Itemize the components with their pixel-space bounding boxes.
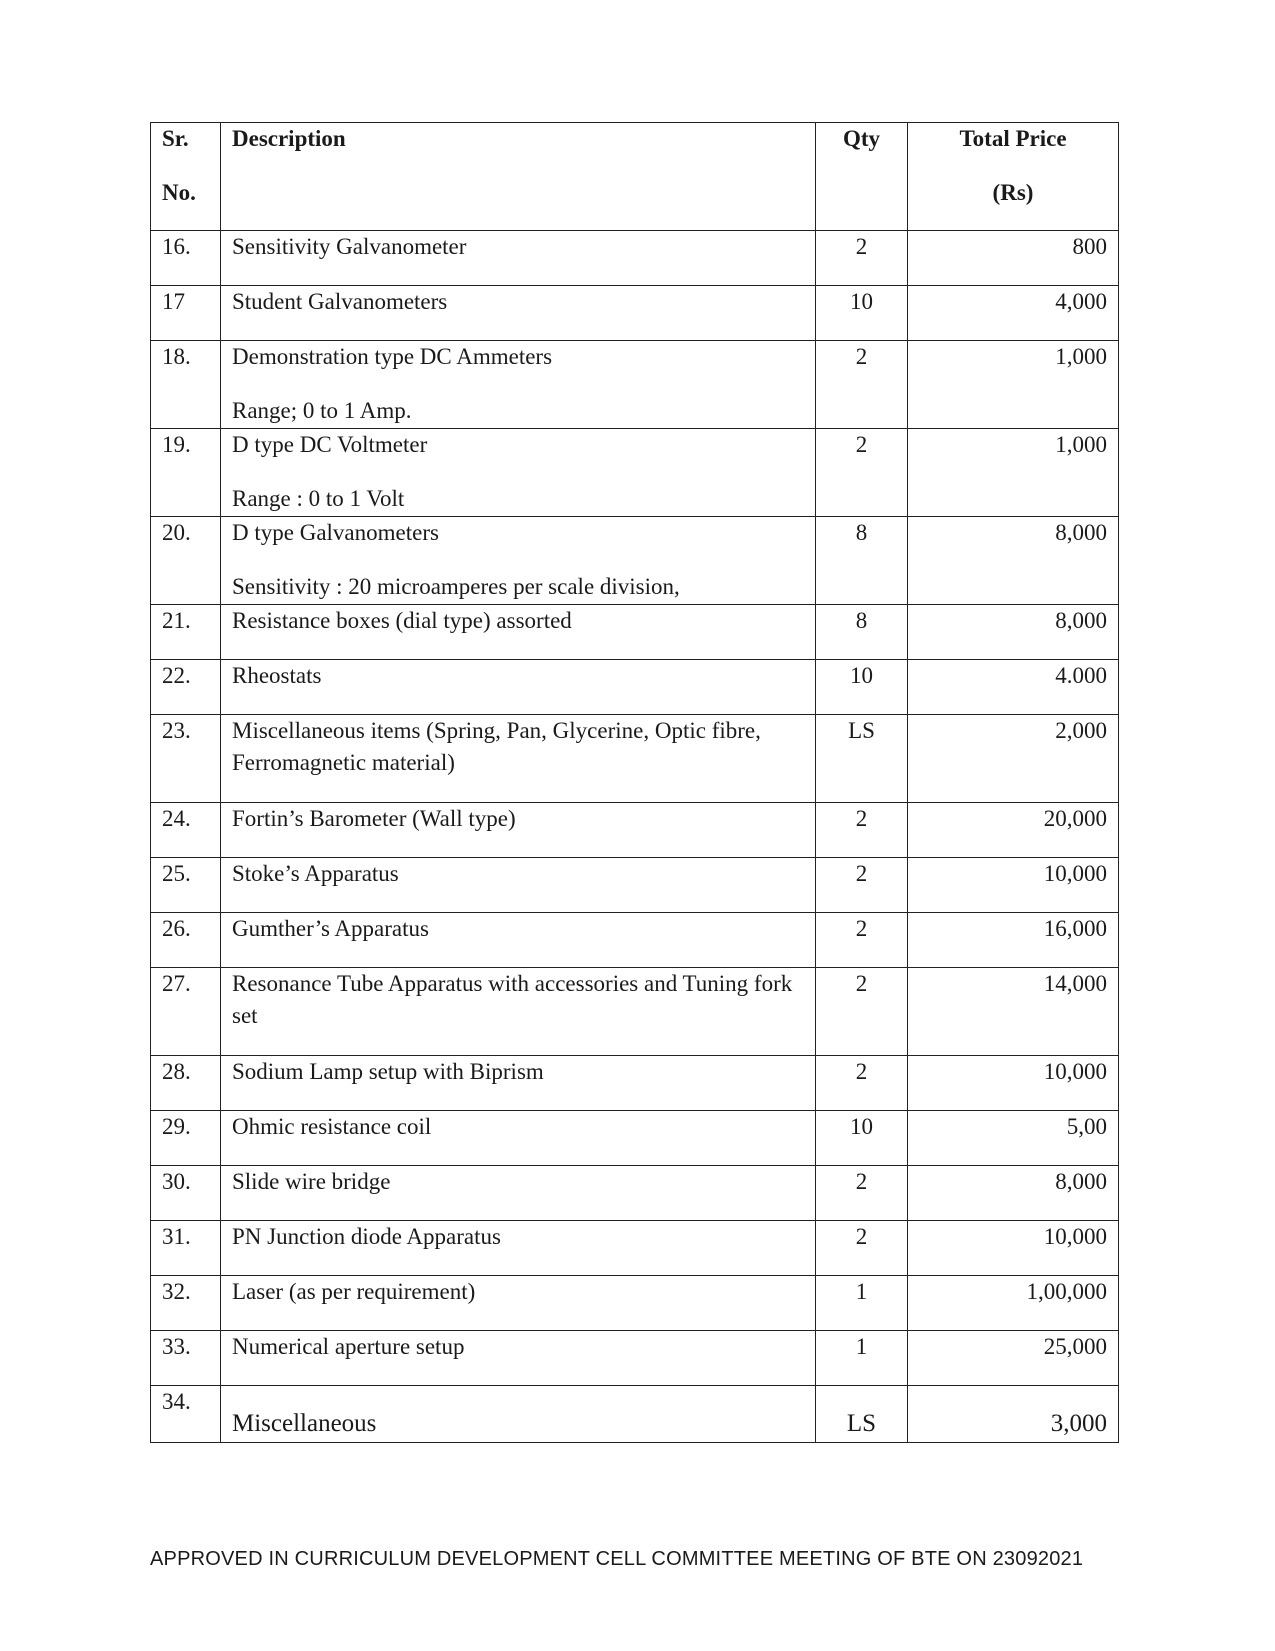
header-price-line1: Total Price (959, 126, 1067, 151)
row-sr-no: 28. (151, 1056, 221, 1111)
row-qty: 8 (816, 517, 908, 605)
row-description-detail: Range; 0 to 1 Amp. (232, 398, 412, 423)
row-sr-no: 17 (151, 286, 221, 341)
row-description-text: Stoke’s Apparatus (232, 861, 399, 886)
table-row (151, 1166, 1119, 1221)
row-total-price: 800 (908, 231, 1119, 286)
row-description (221, 715, 816, 803)
row-sr-no: 22. (151, 660, 221, 715)
row-total-price: 4.000 (908, 660, 1119, 715)
row-total-price: 8,000 (908, 1166, 1119, 1221)
table-row (151, 286, 1119, 341)
row-qty: 1 (816, 1276, 908, 1331)
row-description (221, 517, 816, 605)
header-row (151, 123, 1119, 231)
row-sr-no: 24. (151, 803, 221, 858)
row-total-price: 10,000 (908, 1056, 1119, 1111)
row-description-text: Miscellaneous (232, 1410, 377, 1437)
table-row (151, 715, 1119, 803)
row-sr-no: 30. (151, 1166, 221, 1221)
row-total-price: 4,000 (908, 286, 1119, 341)
row-description (221, 1386, 816, 1443)
row-description (221, 660, 816, 715)
row-total-price: 10,000 (908, 858, 1119, 913)
row-qty: 2 (816, 1221, 908, 1276)
row-description-text: Gumther’s Apparatus (232, 916, 429, 941)
row-description-text: Numerical aperture setup (232, 1334, 465, 1359)
row-qty: 2 (816, 803, 908, 858)
table-row (151, 803, 1119, 858)
row-sr-no: 23. (151, 715, 221, 803)
row-description (221, 341, 816, 429)
row-total-price: 1,000 (908, 341, 1119, 429)
header-description: Description (221, 123, 816, 231)
approval-footer: APPROVED IN CURRICULUM DEVELOPMENT CELL COMMITTEE MEETING OF BTE ON 23092021 (150, 1548, 1084, 1570)
table-body (151, 231, 1119, 1443)
row-description (221, 1221, 816, 1276)
table-row (151, 1056, 1119, 1111)
row-description-text: Laser (as per requirement) (232, 1279, 476, 1304)
row-sr-no: 21. (151, 605, 221, 660)
row-description (221, 429, 816, 517)
row-total-price: 8,000 (908, 605, 1119, 660)
row-qty: 10 (816, 660, 908, 715)
table-row (151, 1331, 1119, 1386)
row-description (221, 858, 816, 913)
row-qty: 8 (816, 605, 908, 660)
table-row (151, 605, 1119, 660)
row-total-price: 10,000 (908, 1221, 1119, 1276)
row-description-text: Miscellaneous items (Spring, Pan, Glycerine, Optic fibre, Ferromagnetic material) (232, 718, 761, 775)
row-description (221, 286, 816, 341)
row-sr-no: 31. (151, 1221, 221, 1276)
row-description (221, 1111, 816, 1166)
row-description-text: Demonstration type DC Ammeters (232, 344, 553, 369)
table-row (151, 1111, 1119, 1166)
equipment-table (150, 122, 1119, 1443)
row-description (221, 913, 816, 968)
table-row (151, 231, 1119, 286)
row-sr-no: 34. (151, 1386, 221, 1443)
row-sr-no: 20. (151, 517, 221, 605)
row-description-text: Ohmic resistance coil (232, 1114, 432, 1139)
table-row (151, 517, 1119, 605)
row-description-text: Rheostats (232, 663, 322, 688)
row-qty: LS (816, 1386, 908, 1443)
row-description-text: Fortin’s Barometer (Wall type) (232, 806, 516, 831)
row-description (221, 1331, 816, 1386)
table-row (151, 1276, 1119, 1331)
row-qty: 1 (816, 1331, 908, 1386)
row-description (221, 605, 816, 660)
row-description (221, 968, 816, 1056)
row-total-price: 5,00 (908, 1111, 1119, 1166)
row-sr-no: 16. (151, 231, 221, 286)
row-qty: 10 (816, 286, 908, 341)
row-qty: 2 (816, 968, 908, 1056)
row-sr-no: 18. (151, 341, 221, 429)
row-total-price: 1,00,000 (908, 1276, 1119, 1331)
row-description (221, 1056, 816, 1111)
row-description (221, 803, 816, 858)
row-description-text: Slide wire bridge (232, 1169, 391, 1194)
row-sr-no: 19. (151, 429, 221, 517)
row-total-price: 25,000 (908, 1331, 1119, 1386)
row-description (221, 1166, 816, 1221)
table-row (151, 913, 1119, 968)
row-description-text: Sensitivity Galvanometer (232, 234, 467, 259)
header-price-line2: (Rs) (992, 180, 1034, 205)
row-description-text: PN Junction diode Apparatus (232, 1224, 501, 1249)
row-sr-no: 32. (151, 1276, 221, 1331)
row-description-detail: Sensitivity : 20 microamperes per scale division, (232, 574, 680, 599)
row-qty: 2 (816, 231, 908, 286)
row-description (221, 231, 816, 286)
row-total-price: 1,000 (908, 429, 1119, 517)
row-description-text: D type DC Voltmeter (232, 432, 428, 457)
row-sr-no: 26. (151, 913, 221, 968)
row-total-price: 8,000 (908, 517, 1119, 605)
row-description-text: D type Galvanometers (232, 520, 439, 545)
row-sr-no: 33. (151, 1331, 221, 1386)
table-row (151, 341, 1119, 429)
row-total-price: 16,000 (908, 913, 1119, 968)
row-description-detail: Range : 0 to 1 Volt (232, 486, 405, 511)
row-sr-no: 27. (151, 968, 221, 1056)
table-row (151, 858, 1119, 913)
table-row (151, 660, 1119, 715)
row-description (221, 1276, 816, 1331)
header-total-price (908, 123, 1119, 231)
row-qty: 2 (816, 1166, 908, 1221)
row-description-text: Student Galvanometers (232, 289, 448, 314)
table-row (151, 429, 1119, 517)
row-qty: 10 (816, 1111, 908, 1166)
row-qty: 2 (816, 913, 908, 968)
header-sr-no (151, 123, 221, 231)
header-sr-line2: No. (162, 180, 196, 205)
row-qty: 2 (816, 341, 908, 429)
row-sr-no: 25. (151, 858, 221, 913)
header-qty: Qty (816, 123, 908, 231)
row-total-price: 2,000 (908, 715, 1119, 803)
table-header (151, 123, 1119, 231)
row-sr-no: 29. (151, 1111, 221, 1166)
row-total-price: 20,000 (908, 803, 1119, 858)
table-row (151, 1386, 1119, 1443)
table-row (151, 1221, 1119, 1276)
row-description-text: Resistance boxes (dial type) assorted (232, 608, 572, 633)
row-qty: LS (816, 715, 908, 803)
header-sr-line1: Sr. (162, 126, 189, 151)
row-qty: 2 (816, 429, 908, 517)
row-qty: 2 (816, 1056, 908, 1111)
row-total-price: 14,000 (908, 968, 1119, 1056)
row-description-text: Resonance Tube Apparatus with accessories and Tuning fork set (232, 971, 793, 1028)
row-description-text: Sodium Lamp setup with Biprism (232, 1059, 544, 1084)
table-row (151, 968, 1119, 1056)
row-qty: 2 (816, 858, 908, 913)
row-total-price: 3,000 (908, 1386, 1119, 1443)
